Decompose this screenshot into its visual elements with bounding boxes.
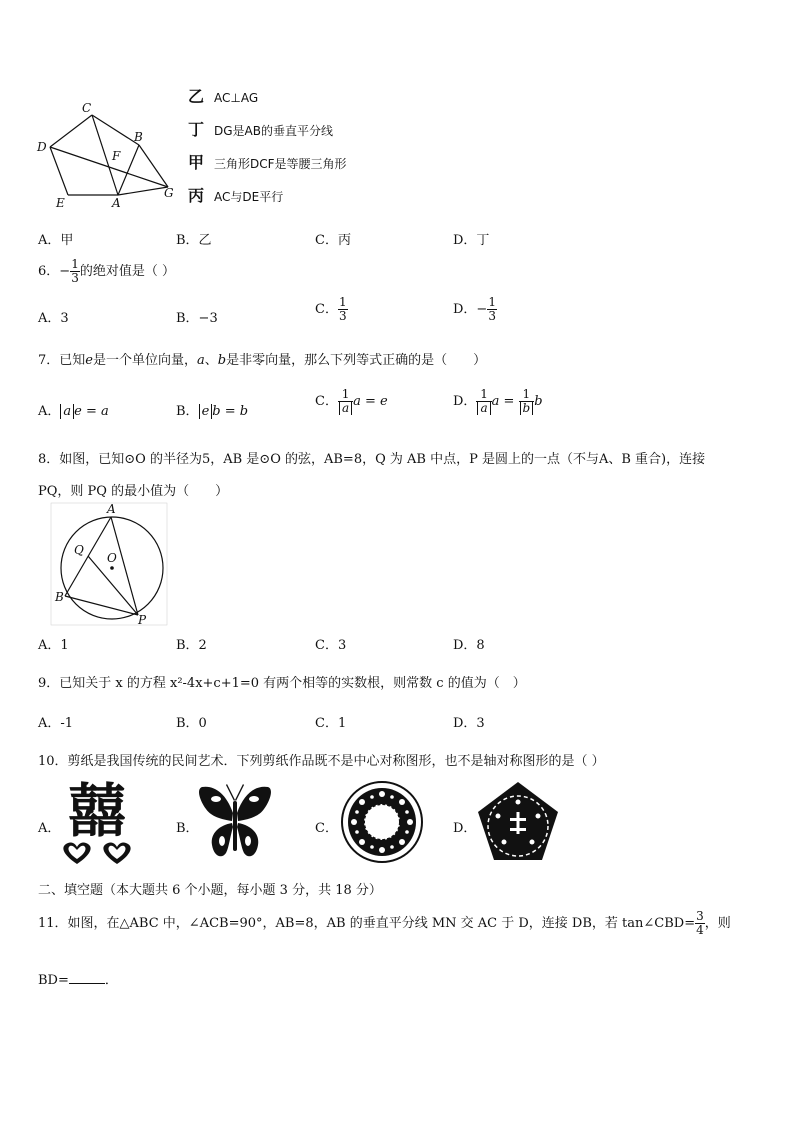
numerator: 1 — [476, 388, 491, 402]
label-A: A — [112, 196, 121, 210]
segment-CB — [92, 115, 139, 145]
fraction — [338, 296, 348, 323]
option-label: A． — [38, 404, 61, 419]
q5-figure — [34, 98, 180, 210]
q10-option-a-label[interactable]: A． — [38, 821, 61, 836]
label-C: C — [82, 101, 92, 115]
q11-stem — [38, 910, 731, 937]
q8-option-a[interactable]: A．1 — [38, 638, 69, 653]
statement-text: AC⊥AG — [214, 91, 259, 105]
q5-option-a[interactable]: A．甲 — [38, 233, 74, 248]
separator: 、 — [204, 353, 218, 368]
q5-option-c[interactable]: C．丙 — [315, 233, 351, 248]
fraction — [476, 388, 491, 415]
answer-blank[interactable] — [69, 971, 105, 984]
q8-figure — [50, 502, 168, 626]
vector-a: a — [101, 404, 109, 419]
q6-stem — [38, 258, 175, 285]
q10-option-d-label[interactable]: D． — [453, 821, 477, 836]
abs-value — [477, 402, 490, 415]
label-B: B — [134, 130, 143, 144]
fraction — [338, 388, 353, 415]
xi-character: 囍 — [67, 777, 126, 845]
statement-label: 乙 — [188, 87, 205, 106]
q6-option-c[interactable] — [315, 296, 348, 323]
vector-e: e — [85, 353, 93, 368]
q6-number: 6． — [38, 264, 60, 279]
segment-BG — [139, 145, 168, 187]
fraction — [695, 910, 705, 937]
numerator: 3 — [696, 909, 704, 923]
q7-text-b: 是一个单位向量， — [92, 353, 197, 368]
statement-text: AC与DE平行 — [214, 190, 284, 204]
vector-b: b — [522, 401, 531, 415]
denominator: 3 — [488, 309, 496, 323]
option-label: D．− — [453, 302, 488, 317]
q7-text-a: 7．已知 — [38, 353, 86, 368]
q5-statement-1 — [188, 84, 258, 107]
q6-option-a[interactable]: A．3 — [38, 311, 69, 326]
q6-option-d[interactable] — [453, 296, 497, 323]
q9-option-d[interactable]: D．3 — [453, 716, 485, 731]
q9-stem: 9．已知关于 x 的方程 x²-4x+c+1=0 有两个相等的实数根，则常数 c 的值为（ ） — [38, 676, 526, 691]
statement-text: DG是AB的垂直平分线 — [214, 124, 333, 138]
denominator — [476, 402, 491, 415]
segment-AG — [118, 187, 168, 195]
vector-a: a — [63, 404, 72, 419]
pentagon-papercut-icon — [476, 780, 560, 864]
q8-option-d[interactable]: D．8 — [453, 638, 485, 653]
label-F: F — [112, 149, 121, 163]
vector-a: a — [491, 394, 500, 409]
circular-papercut-icon — [340, 780, 424, 864]
abs-value — [520, 402, 534, 415]
fraction — [70, 258, 80, 285]
vector-e: e — [201, 404, 210, 419]
section-2-title: 二、填空题（本大题共 6 个小题，每小题 3 分，共 18 分） — [38, 883, 382, 898]
denominator — [338, 402, 353, 415]
label-E: E — [56, 196, 65, 210]
center-point — [110, 566, 114, 570]
q9-option-a[interactable]: A．-1 — [38, 716, 74, 731]
q5-statement-2 — [188, 117, 333, 140]
statement-text: 三角形DCF是等腰三角形 — [214, 157, 347, 171]
vector-a: a — [480, 401, 488, 415]
vector-a: a — [197, 353, 205, 368]
vector-a: a — [341, 401, 350, 415]
q9-option-b[interactable]: B．0 — [176, 716, 207, 731]
fraction — [519, 388, 535, 415]
abs-value — [339, 402, 352, 415]
segment-AB — [118, 145, 139, 195]
fraction — [487, 296, 497, 323]
q5-option-b[interactable]: B．乙 — [176, 233, 212, 248]
q10-option-c-label[interactable]: C． — [315, 821, 338, 836]
vector-b: b — [217, 353, 227, 368]
label-A: A — [107, 502, 116, 516]
q6-stem-text: 的绝对值是（ ） — [79, 264, 175, 279]
butterfly-papercut-icon — [196, 783, 274, 863]
segment-DE — [50, 147, 68, 195]
statement-label: 丁 — [188, 120, 205, 139]
q7-text-c: 是非零向量，那么下列等式正确的是（ ） — [226, 353, 487, 368]
q10-stem: 10．剪纸是我国传统的民间艺术．下列剪纸作品既不是中心对称图形，也不是轴对称图形的是（ ） — [38, 754, 605, 769]
q5-statement-3 — [188, 150, 347, 173]
segment-DC — [50, 115, 92, 147]
vector-e: e — [380, 394, 388, 409]
double-happiness-papercut — [58, 777, 136, 864]
q5-option-d[interactable]: D．丁 — [453, 233, 490, 248]
q8-option-c[interactable]: C．3 — [315, 638, 347, 653]
segment-BP — [65, 596, 138, 615]
option-label: C． — [315, 394, 338, 409]
numerator: 1 — [488, 295, 496, 309]
label-B: B — [55, 590, 64, 604]
q7-option-a[interactable]: A． a e = a — [38, 404, 109, 419]
vector-b: b — [212, 404, 221, 419]
option-label: D． — [453, 394, 477, 409]
bd-label: BD= — [38, 973, 69, 988]
q9-option-c[interactable]: C．1 — [315, 716, 347, 731]
q11-text-b: ，则 — [704, 916, 731, 931]
segment-AP — [111, 517, 138, 615]
q11-answer-line — [38, 969, 118, 988]
option-label: B． — [176, 404, 199, 419]
q7-option-c[interactable]: C． $\frac{1}{a}$ a = e — [315, 387, 388, 415]
denominator — [519, 402, 535, 415]
q6-option-b[interactable]: B．−3 — [176, 311, 218, 326]
abs-value — [199, 404, 213, 419]
q11-text-a: 11．如图，在△ABC 中，∠ACB=90°，AB=8，AB 的垂直平分线 MN 交 AC 于 D，连接 DB，若 tan∠CBD= — [38, 916, 696, 931]
period: ． — [104, 973, 118, 988]
vector-b: b — [534, 394, 543, 409]
numerator: 1 — [519, 388, 535, 402]
statement-label: 甲 — [188, 153, 205, 172]
label-G: G — [164, 186, 174, 200]
vector-b: b — [239, 404, 249, 419]
label-O: O — [107, 551, 117, 565]
q10-option-b-label[interactable]: B． — [176, 821, 199, 836]
abs-value — [60, 404, 74, 419]
minus-sign: − — [59, 264, 71, 279]
q7-option-d[interactable]: D． $\frac{1}{a}$ a = $\frac{1}{b}$ b — [453, 387, 543, 415]
denominator: 4 — [696, 923, 704, 937]
numerator: 1 — [71, 257, 79, 271]
denominator: 3 — [338, 309, 347, 323]
option-label: C． — [315, 302, 338, 317]
q5-statement-4 — [188, 183, 283, 206]
statement-label: 丙 — [188, 186, 205, 205]
numerator: 1 — [338, 295, 347, 309]
label-Q: Q — [74, 543, 84, 557]
denominator: 3 — [71, 271, 79, 285]
vector-e: e — [74, 404, 82, 419]
numerator: 1 — [338, 388, 353, 402]
q8-stem-line2: PQ，则 PQ 的最小值为（ ） — [38, 484, 229, 499]
q8-stem-line1: 8．如图，已知⊙O 的半径为5，AB 是⊙O 的弦，AB=8，Q 为 AB 中点，P 是圆上的一点（不与A、B 重合)，连接 — [38, 452, 706, 467]
label-P: P — [138, 613, 147, 626]
label-D: D — [37, 140, 47, 154]
q7-stem — [38, 349, 486, 368]
q8-option-b[interactable]: B．2 — [176, 638, 207, 653]
vector-a: a — [353, 394, 361, 409]
q7-option-b[interactable]: B． e b = b — [176, 404, 249, 419]
